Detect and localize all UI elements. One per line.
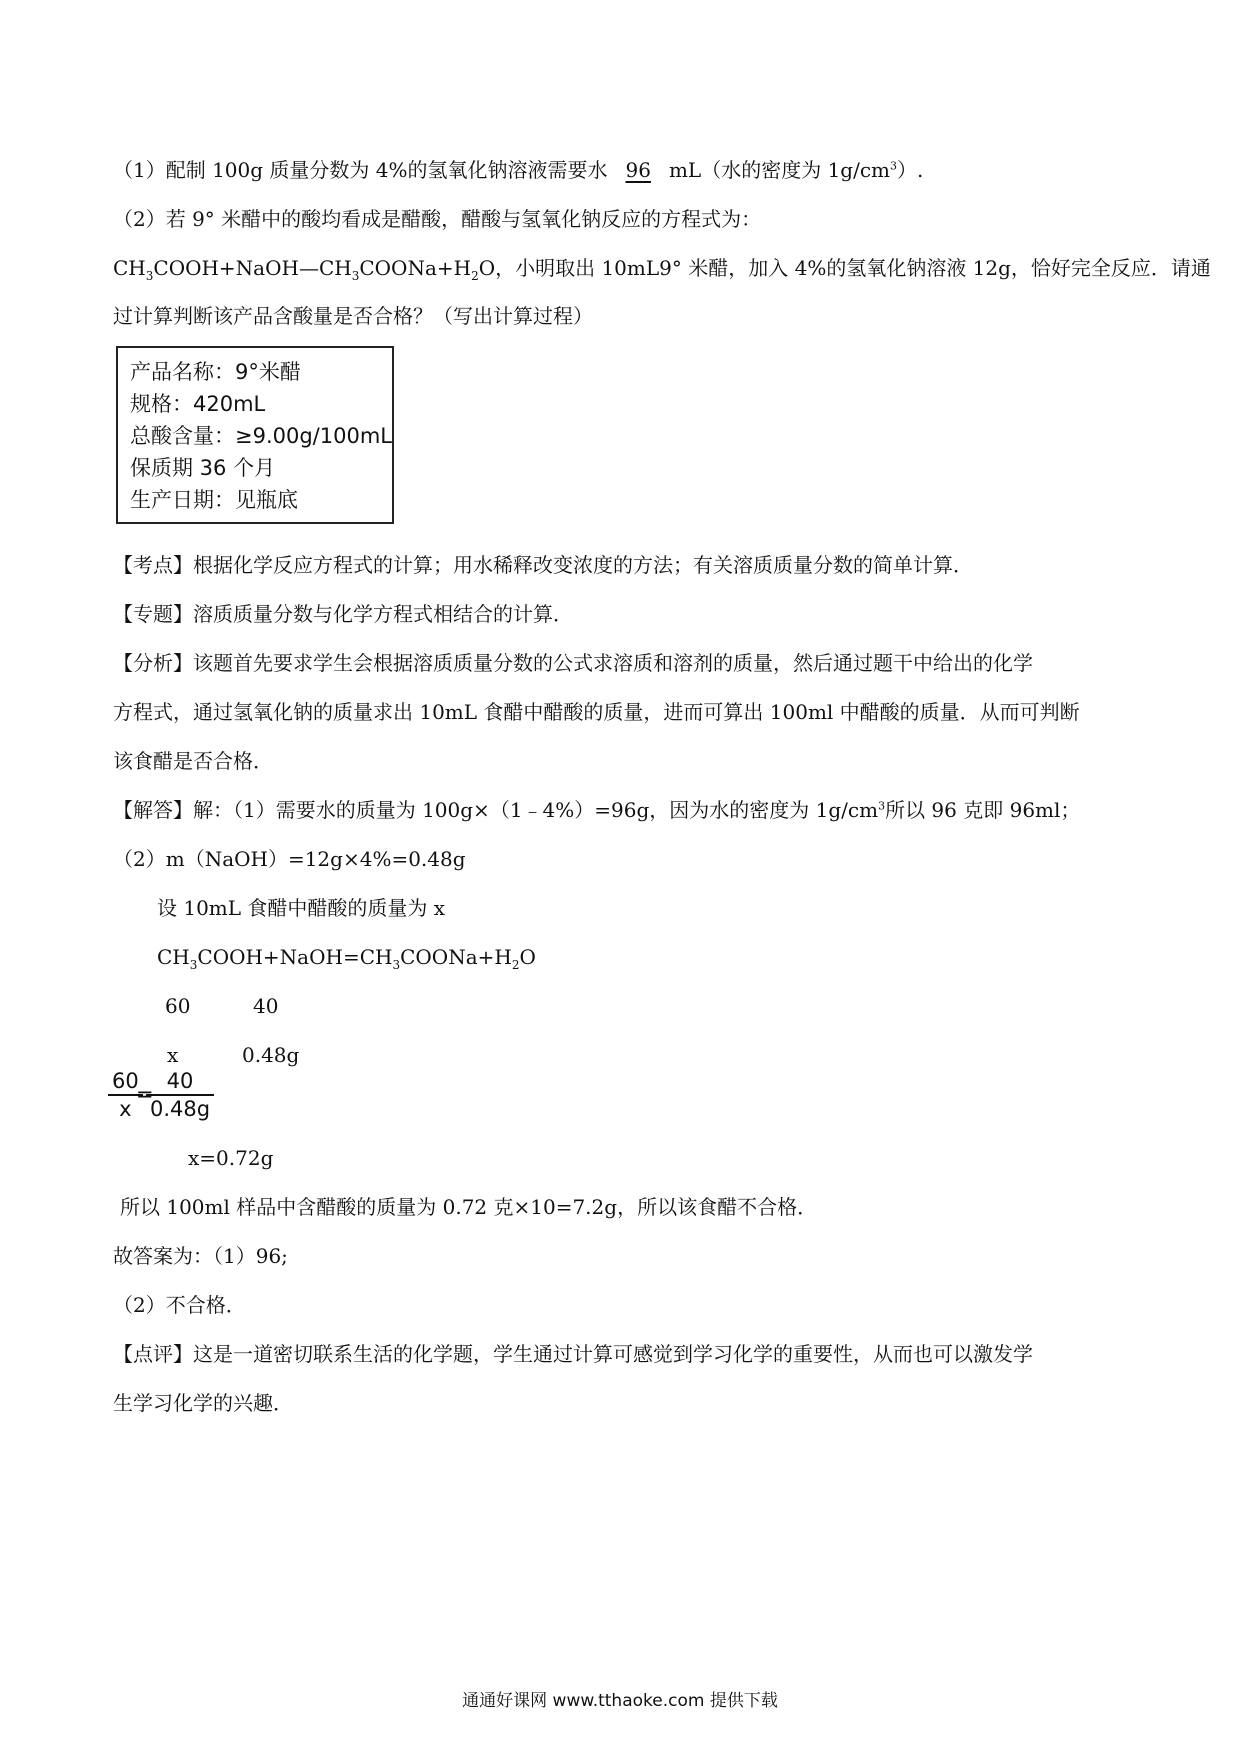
kaodian: 【考点】根据化学反应方程式的计算；用水稀释改变浓度的方法；有关溶质质量分数的简单计算．	[113, 553, 973, 577]
mass-60: 60	[165, 994, 191, 1018]
fraction-equals: =	[136, 1082, 154, 1106]
question-2-line-3: 过计算判断该产品含酸量是否合格？（写出计算过程）	[113, 304, 593, 328]
answer-2: （2）不合格．	[113, 1293, 246, 1317]
fraction-1-denominator: x	[119, 1097, 132, 1121]
var-0-48g: 0.48g	[242, 1043, 300, 1067]
answer-1: 故答案为：（1）96;	[113, 1244, 288, 1268]
jieda-eq-part: COOH+NaOH=CH	[197, 945, 393, 969]
jieda-line-1-end: 所以 96 克即 96ml；	[885, 798, 1081, 822]
q2-eq-sub: 3	[145, 269, 154, 283]
jieda-eq-sub: 2	[511, 958, 520, 972]
label-product-name: 产品名称：9°米醋	[130, 360, 301, 384]
q2-eq-part: O，小明取出 10mL9° 米醋，加入 4%的氢氧化钠溶液 12g，恰好完全反应．请通	[478, 256, 1211, 280]
q1-superscript: 3	[890, 159, 898, 173]
page-footer: 通通好课网 www.tthaoke.com 提供下载	[462, 1691, 778, 1711]
jieda-line-2: （2）m（NaOH）=12g×4%=0.48g	[113, 847, 466, 871]
q2-eq-sub: 2	[471, 269, 479, 283]
product-label-box	[116, 346, 394, 524]
fraction-2-denominator: 0.48g	[150, 1097, 211, 1121]
q2-eq-part: COONa+H	[359, 256, 472, 280]
fraction-1-numerator: 60	[108, 1068, 143, 1096]
fraction-2-numerator: 40	[146, 1068, 214, 1096]
q2-eq-part: CH	[113, 256, 146, 280]
mass-40: 40	[253, 994, 279, 1018]
jieda-equation	[157, 942, 536, 972]
fenxi-line-3: 该食醋是否合格．	[113, 749, 273, 773]
jieda-eq-part: CH	[157, 945, 190, 969]
label-shelf-life: 保质期 36 个月	[130, 456, 276, 480]
label-spec: 规格：420mL	[130, 392, 266, 416]
q1-prefix: （1）配制 100g 质量分数为 4%的氢氧化钠溶液需要水	[113, 158, 608, 182]
zhuanti: 【专题】溶质质量分数与化学方程式相结合的计算．	[113, 602, 573, 626]
question-2-equation-line	[113, 253, 1211, 283]
dianping-line-1: 【点评】这是一道密切联系生活的化学题，学生通过计算可感觉到学习化学的重要性，从而也可以激发学	[113, 1342, 1033, 1366]
jieda-eq-sub: 3	[189, 958, 198, 972]
label-production-date: 生产日期：见瓶底	[130, 488, 298, 512]
jieda-superscript: 3	[878, 799, 886, 813]
jieda-line-1-text: 【解答】解：（1）需要水的质量为 100g×（1﹣4%）=96g，因为水的密度为 1g/cm	[113, 798, 879, 822]
conclusion: 所以 100ml 样品中含醋酸的质量为 0.72 克×10=7.2g，所以该食醋不合格．	[120, 1195, 818, 1219]
fenxi-line-1: 【分析】该题首先要求学生会根据溶质质量分数的公式求溶质和溶剂的质量，然后通过题干中给出的化学	[113, 651, 1033, 675]
jieda-eq-sub: 3	[392, 958, 401, 972]
fraction-40-over-0-48g	[146, 1068, 214, 1122]
var-x: x	[167, 1043, 179, 1067]
jieda-line-1	[113, 795, 1080, 825]
question-1	[113, 155, 923, 185]
jieda-line-3: 设 10mL 食醋中醋酸的质量为 x	[157, 896, 446, 920]
fenxi-line-2: 方程式，通过氢氧化钠的质量求出 10mL 食醋中醋酸的质量，进而可算出 100ml 中醋酸的质量．从而可判断	[113, 700, 1080, 724]
label-acid-content: 总酸含量：≥9.00g/100mL	[130, 424, 392, 448]
jieda-eq-part: COONa+H	[400, 945, 512, 969]
q1-suffix: mL（水的密度为 1g/cm	[668, 158, 891, 182]
result-x: x=0.72g	[188, 1146, 274, 1170]
dianping-line-2: 生学习化学的兴趣．	[113, 1391, 293, 1415]
jieda-eq-part: O	[519, 945, 536, 969]
q1-suffix-end: ）.	[897, 158, 924, 182]
q1-answer-blank: 96	[625, 158, 651, 182]
question-2-line-1: （2）若 9° 米醋中的酸均看成是醋酸，醋酸与氢氧化钠反应的方程式为：	[113, 207, 762, 231]
q2-eq-part: COOH+NaOH—CH	[153, 256, 352, 280]
q2-eq-sub: 3	[351, 269, 360, 283]
